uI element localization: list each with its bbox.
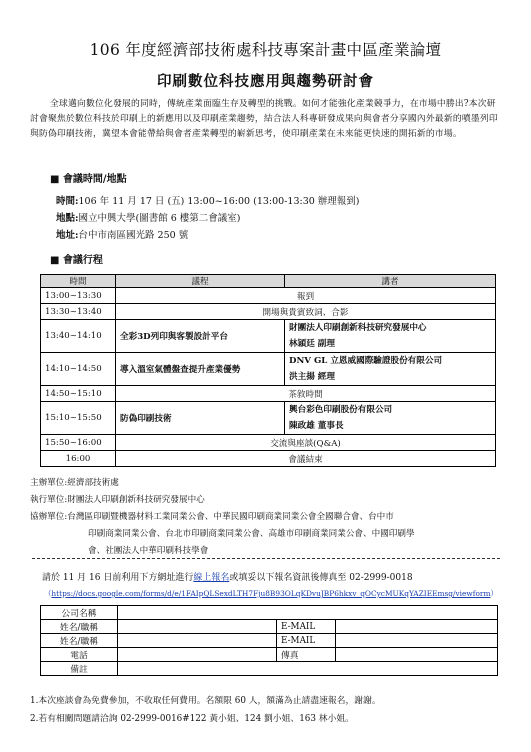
schedule-heading: ■ 會議行程 (50, 255, 103, 266)
row-speaker (285, 320, 496, 353)
row-item: 開場與貴賓致詞、合影 (116, 304, 496, 320)
note-free-admission: 1.本次座談會為免費參加，不收取任何費用。名額限 60 人，額滿為止請盡速報名，謝謝。 (30, 696, 381, 706)
table-row (41, 320, 496, 353)
email-label: E-MAIL (277, 634, 336, 648)
fax-label: 傳真 (277, 648, 336, 662)
row-topic: 導入溫室氣體盤查提升產業優勢 (116, 353, 285, 386)
speaker-org: 興台彩色印刷股份有限公司 (289, 405, 393, 415)
row-topic: 全彩3D列印與客製設計平台 (116, 320, 285, 353)
registration-prefix: 請於 11 月 16 日前利用下方網址進行 (42, 573, 194, 583)
name-title-label: 姓名/職稱 (41, 634, 118, 648)
meeting-info-heading: ■ 會議時間/地點 (50, 174, 127, 185)
meeting-address (56, 227, 188, 241)
speaker-org: 財團法人印刷創新科技研究發展中心 (289, 323, 427, 333)
col-time-header: 時間 (41, 275, 116, 288)
co-label: 協辦單位: (30, 512, 68, 522)
co-line-1: 台灣區印刷暨機器材料工業同業公會、中華民國印刷商業同業公會全國聯合會、台中市 (67, 512, 394, 522)
speaker-name: 陳政雄 董事長 (289, 421, 344, 431)
form-row (41, 662, 498, 676)
executor-unit: 執行單位:財團法人印刷創新科技研究發展中心 (30, 495, 205, 505)
form-row (41, 648, 498, 662)
row-time: 15:50~16:00 (41, 435, 116, 451)
intro-paragraph: 全球邁向數位化發展的同時，傳統產業面臨生存及轉型的挑戰。如何才能強化產業競爭力，在市場中勝出?本次研討會聚焦於數位科技於印刷上的新應用以及印刷產業趨勢，結合法人科專研發成果向與會者分享國內外最新的噴墨列印與防偽印刷技術，冀望本會能帶給與會者產業轉型的嶄新思考，使印刷產業在未來能更快速的開拓新的市場。 (30, 99, 498, 139)
host-unit: 主辦單位:經濟部技術處 (30, 478, 119, 488)
row-time: 14:10~14:50 (41, 353, 116, 386)
co-organizers (30, 509, 415, 526)
name-title-field[interactable] (118, 634, 277, 648)
place-label: 地點: (56, 213, 79, 224)
place-value: 國立中興大學(圖書館 6 樓第二會議室) (78, 213, 241, 224)
email-label: E-MAIL (277, 620, 336, 634)
meeting-time (56, 193, 360, 207)
col-topic-header: 議程 (116, 275, 285, 288)
remarks-field[interactable] (118, 662, 498, 676)
schedule-header-row (41, 275, 496, 288)
schedule-table (40, 274, 496, 467)
row-item: 報到 (116, 288, 496, 304)
speaker-org: DNV GL 立恩威國際驗證股份有限公司 (289, 356, 443, 366)
fax-field[interactable] (336, 648, 498, 662)
table-row (41, 451, 496, 467)
organizers (30, 475, 415, 560)
row-speaker (285, 353, 496, 386)
row-topic: 防偽印刷技術 (116, 402, 285, 435)
phone-label: 電話 (41, 648, 118, 662)
table-row (41, 386, 496, 402)
form-row (41, 606, 498, 620)
name-title-label: 姓名/職稱 (41, 620, 118, 634)
table-row (41, 304, 496, 320)
table-row (41, 402, 496, 435)
speaker-name: 洪主揚 經理 (289, 372, 335, 382)
speaker-name: 林穎廷 副理 (289, 339, 335, 349)
email-field[interactable] (336, 620, 498, 634)
row-time: 13:00~13:30 (41, 288, 116, 304)
row-item: 茶敘時間 (116, 386, 496, 402)
registration-instructions (42, 570, 413, 583)
row-time: 14:50~15:10 (41, 386, 116, 402)
time-value: 106 年 11 月 17 日 (五) 13:00~16:00 (13:00-13:30 辦理報到) (78, 196, 360, 207)
registration-url-link[interactable]: https://docs.google.com/forms/d/e/1FAIpQLSexdLTH7Fju8B93OLqKDvuJBP6hkxv_qOCycMUKqYAZIEEmsg/viewform (51, 589, 491, 598)
row-item: 交流與座談(Q&A) (116, 435, 496, 451)
row-time: 15:10~15:50 (41, 402, 116, 435)
co-line-2: 印刷商業同業公會、台北市印刷商業同業公會、高雄市印刷商業同業公會、中國印刷學 (88, 529, 415, 539)
time-label: 時間: (56, 196, 79, 207)
registration-url-line: （https://docs.google.com/forms/d/e/1FAIpQLSexdLTH7Fju8B93OLqKDvuJBP6hkxv_qOCycMUKqYAZIEEmsg/viewform） (44, 589, 498, 598)
seminar-title: 印刷數位科技應用與趨勢研討會 (157, 73, 374, 90)
form-row (41, 634, 498, 648)
phone-field[interactable] (118, 648, 277, 662)
company-label: 公司名稱 (41, 606, 118, 620)
forum-title: 106 年度經濟部技術處科技專案計畫中區產業論壇 (89, 41, 442, 59)
cut-line-divider (32, 558, 500, 559)
remarks-label: 備註 (41, 662, 118, 676)
form-row (41, 620, 498, 634)
company-field[interactable] (118, 606, 498, 620)
note-contact: 2.若有相關問題請洽詢 02-2999-0016#122 黃小姐、124 劉小姐、163 林小姐。 (30, 714, 354, 724)
row-time: 16:00 (41, 451, 116, 467)
row-time: 13:30~13:40 (41, 304, 116, 320)
address-label: 地址: (56, 230, 79, 241)
table-row (41, 353, 496, 386)
registration-suffix: 或填妥以下報名資訊後傳真至 02-2999-0018 (229, 573, 413, 583)
address-value: 台中市南區國光路 250 號 (78, 230, 189, 241)
row-speaker (285, 402, 496, 435)
name-title-field[interactable] (118, 620, 277, 634)
registration-form-table (40, 605, 498, 676)
meeting-place (56, 210, 241, 224)
col-speaker-header: 講者 (285, 275, 496, 288)
table-row (41, 435, 496, 451)
online-registration-link[interactable]: 線上報名 (193, 573, 230, 583)
email-field[interactable] (336, 634, 498, 648)
row-time: 13:40~14:10 (41, 320, 116, 353)
table-row (41, 288, 496, 304)
row-item: 會議結束 (116, 451, 496, 467)
co-line-3: 會、社團法人中華印刷科技學會 (88, 546, 209, 556)
